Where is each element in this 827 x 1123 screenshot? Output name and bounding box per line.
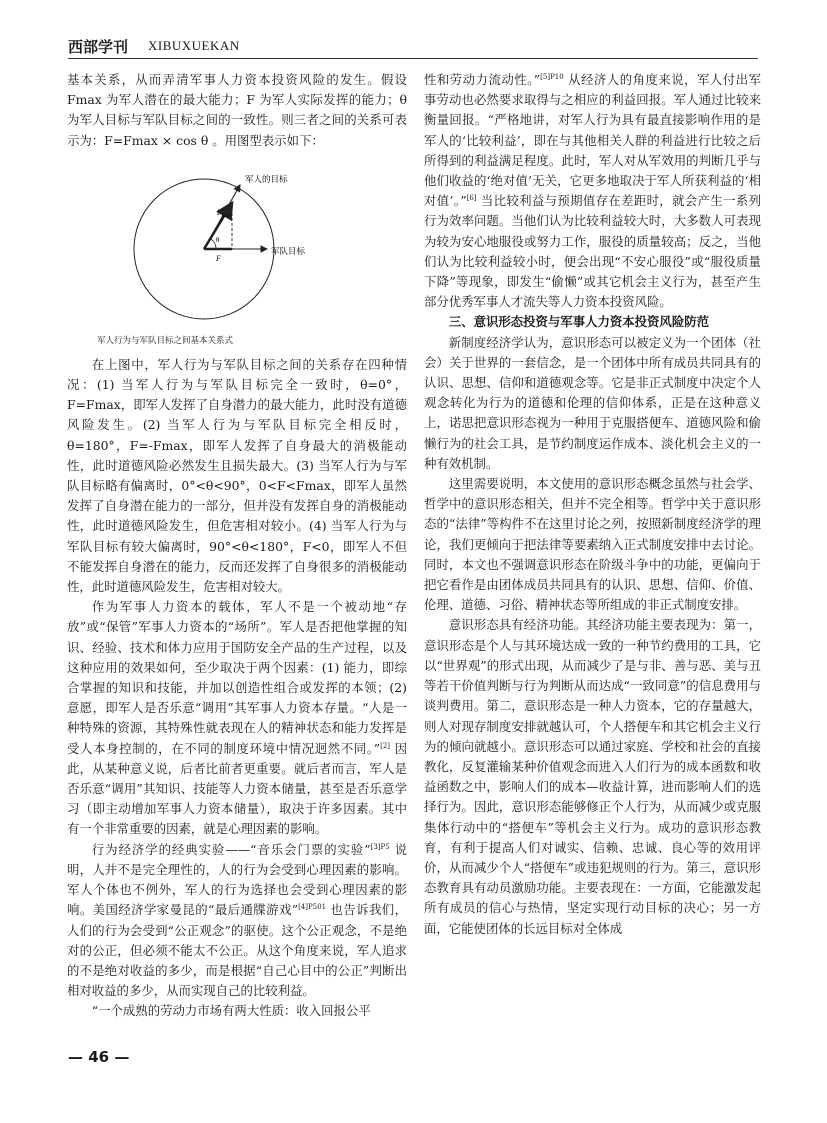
citation: [4]P501 (298, 903, 327, 912)
relationship-figure (67, 155, 407, 333)
journal-name: 西部学刊 (68, 38, 129, 56)
left-paragraph-2: 在上图中，军人行为与军队目标之间的关系存在四种情况：(1) 当军人行为与军队目标完全一致时，θ=0°，F=Fmax，即军人发挥了自身潜力的最大能力，此时没有道德风险发生。(2) 当军人行为与军队目标完全相反时，θ=180°，F=-Fmax，即军人发挥了自身最大的消极能动性，此时道德风险必然发生且损失最大。(3) 当军人行为与军队目标略有偏离时，0°<θ<90°，0<F<Fmax，即军人虽然发挥了自身潜在能力的一部分，但并没有发挥自身的消极能动性，此时道德风险发生，但危害相对较小。(4) 当军人行为与军队目标有较大偏离时，90°<θ<180°，F<0，即军人不但不能发挥自身潜在的能力，反而还发挥了自身很多的消极能动性，此时道德风险发生，危害相对较大。 (67, 356, 407, 595)
left-paragraph-3: 作为军事人力资本的载体，军人不是一个被动地“存放”或“保管”军事人力资本的“场所”。军人是否把他掌握的知识、经验、技术和体力应用于国防安全产品的生产过程，以及这种应用的效果如何，至少取决于两个因素：(1) 能力，即综合掌握的知识和技能，并加以创造性组合或发挥的本领；(2) 意愿，即军人是否乐意“调用”其军事人力资本存量。“人是一种特殊的资源，其特殊性就表现在人的精神状态和能力发挥是受人本身控制的，在不同的制度环境中情况迥然不同。”[2] 因此，从某种意义说，后者比前者更重要。就后者而言，军人是否乐意“调用”其知识、技能等人力资本储量，甚至是否乐意学习（即主动增加军事人力资本储量），取决于许多因素。其中有一个非常重要的因素，就是心理因素的影响。 (67, 599, 407, 837)
f-label: F (216, 253, 221, 263)
citation: [2] (380, 741, 391, 750)
right-paragraph-4: 意识形态具有经济功能。其经济功能主要表现为：第一，意识形态是个人与其环境达成一致的一种节约费用的工具，它以“世界观”的形式出现，从而减少了是与非、善与恶、美与丑等若干价值判断与行为判断从而达成“一致同意”的信息费用与谈判费用。第二，意识形态是一种人力资本，它的存量越大，则人对现存制度安排就越认可，个人搭便车和其它机会主义行为的倾向就越小。意识形态可以通过家庭、学校和社会的直接教化，反复灌输某种价值观念而进入人们行为的成本函数和收益函数之中，影响人们的成本—收益计算，进而影响人们的选择行为。因此，意识形态能够修正个人行为，从而减少或克服集体行动中的“搭便车”等机会主义行为。成功的意识形态教育，有利于提高人们对诚实、信赖、忠诚、良心等的效用评价，从而减少个人“搭便车”或违犯规则的行为。第三，意识形态教育具有动员激励功能。主要表现在：一方面，它能激发起所有成员的信心与热情，坚定实现行动目标的决心；另一方面，它能使团体的长远目标对全体成 (424, 617, 761, 936)
right-column (424, 70, 761, 939)
army-goal-label: 军队目标 (271, 246, 306, 257)
vector-circle-diagram (67, 155, 407, 333)
header-rule (68, 58, 758, 59)
section-heading: 三、意识形态投资与军事人力资本投资风险防范 (448, 314, 709, 330)
citation: [5]P10 (540, 72, 564, 81)
left-paragraph-1: 基本关系，从而弄清军事人力资本投资风险的发生。假设 Fmax 为军人潜在的最大能力；F 为军人实际发挥的能力；θ 为军人目标与军队目标之间的一致性。则三者之间的关系可表示为：F=Fmax × cos θ 。用图型表示如下： (67, 72, 407, 148)
soldier-goal-label: 军人的目标 (245, 174, 288, 185)
citation: [6] (466, 194, 477, 203)
running-header (68, 36, 758, 58)
theta-label: θ (216, 235, 220, 244)
left-paragraph-4: 行为经济学的经典实验——“音乐会门票的实验”$^{[3]P5}$ 说明，人并不是完全理性的，人的行为会受到心理因素的影响。军人个体也不例外，军人的行为选择也会受到心理因素的影响。美国经济学家曼昆的“最后通牒游戏”$^{[4]P501}$ 也告诉我们，人们的行为会受到“公正观念”的驱使。这个公正观念，不是绝对的公正，但必须不能太不公正。从这个角度来说，军人追求的不是绝对收益的多少，而是根据“自己心目中的公正”判断出相对收益的多少，从而实现自己的比较利益。 (67, 841, 407, 999)
left-column (67, 70, 407, 1022)
left-paragraph-5: “一个成熟的劳动力市场有两大性质：收入回报公平 (91, 1003, 371, 1019)
journal-name-latin: XIBUXUEKAN (148, 38, 240, 53)
figure-caption: 军人行为与军队目标之间基本关系式 (97, 335, 234, 346)
citation: [3]P5 (370, 842, 390, 851)
right-paragraph-3: 这里需要说明，本文使用的意识形态概念虽然与社会学、哲学中的意识形态相关，但并不完全相等。哲学中关于意识形态的“法律”等构件不在这里讨论之列，按照新制度经济学的理论，我们更倾向于把法律等要素纳入正式制度安排中去讨论。同时，本文也不强调意识形态在阶级斗争中的功能，更偏向于把它看作是由团体成员共同具有的认识、思想、信仰、价值、伦理、道德、习俗、精神状态等所组成的非正式制度安排。 (424, 476, 761, 613)
right-paragraph-2: 新制度经济学认为，意识形态可以被定义为一个团体（社会）关于世界的一套信念，是一个团体中所有成员共同具有的认识、思想、信仰和道德观念等。它是非正式制度中决定个人观念转化为行为的道德和伦理的信仰体系，正是在这种意义上，诺思把意识形态视为一种用于克服搭便车、道德风险和偷懒行为的社会工具，是节约制度运作成本、淡化机会主义的一种有效机制。 (424, 334, 761, 471)
right-paragraph-1: 性和劳动力流动性。”$^{[5]P10}$ 从经济人的角度来说，军人付出军事劳动也必然要求取得与之相应的利益回报。军人通过比较来衡量回报。“严格地讲，对军人行为具有最直接影响作用的是军人的‘比较利益’，即在与其他相关人群的利益进行比较之后所得到的利益满足程度。此时，军人对从军效用的判断几乎与他们收益的‘绝对值’无关，它更多地取决于军人所获利益的‘相对值’。”[6] 当比较利益与预期值存在差距时，就会产生一系列行为效率问题。当他们认为比较利益较大时，大多数人可表现为较为安心地服役或努力工作，服役的质量较高；反之，当他们认为比较利益较小时，便会出现“不安心服役”或“服役质量下降”等现象，即发生“偷懒”或其它机会主义行为，甚至产生部分优秀军事人才流失等人力资本投资风险。 (424, 72, 761, 310)
fmax-label: $F_{max}$ (217, 207, 231, 219)
page-number: — 46 — (68, 1048, 130, 1066)
